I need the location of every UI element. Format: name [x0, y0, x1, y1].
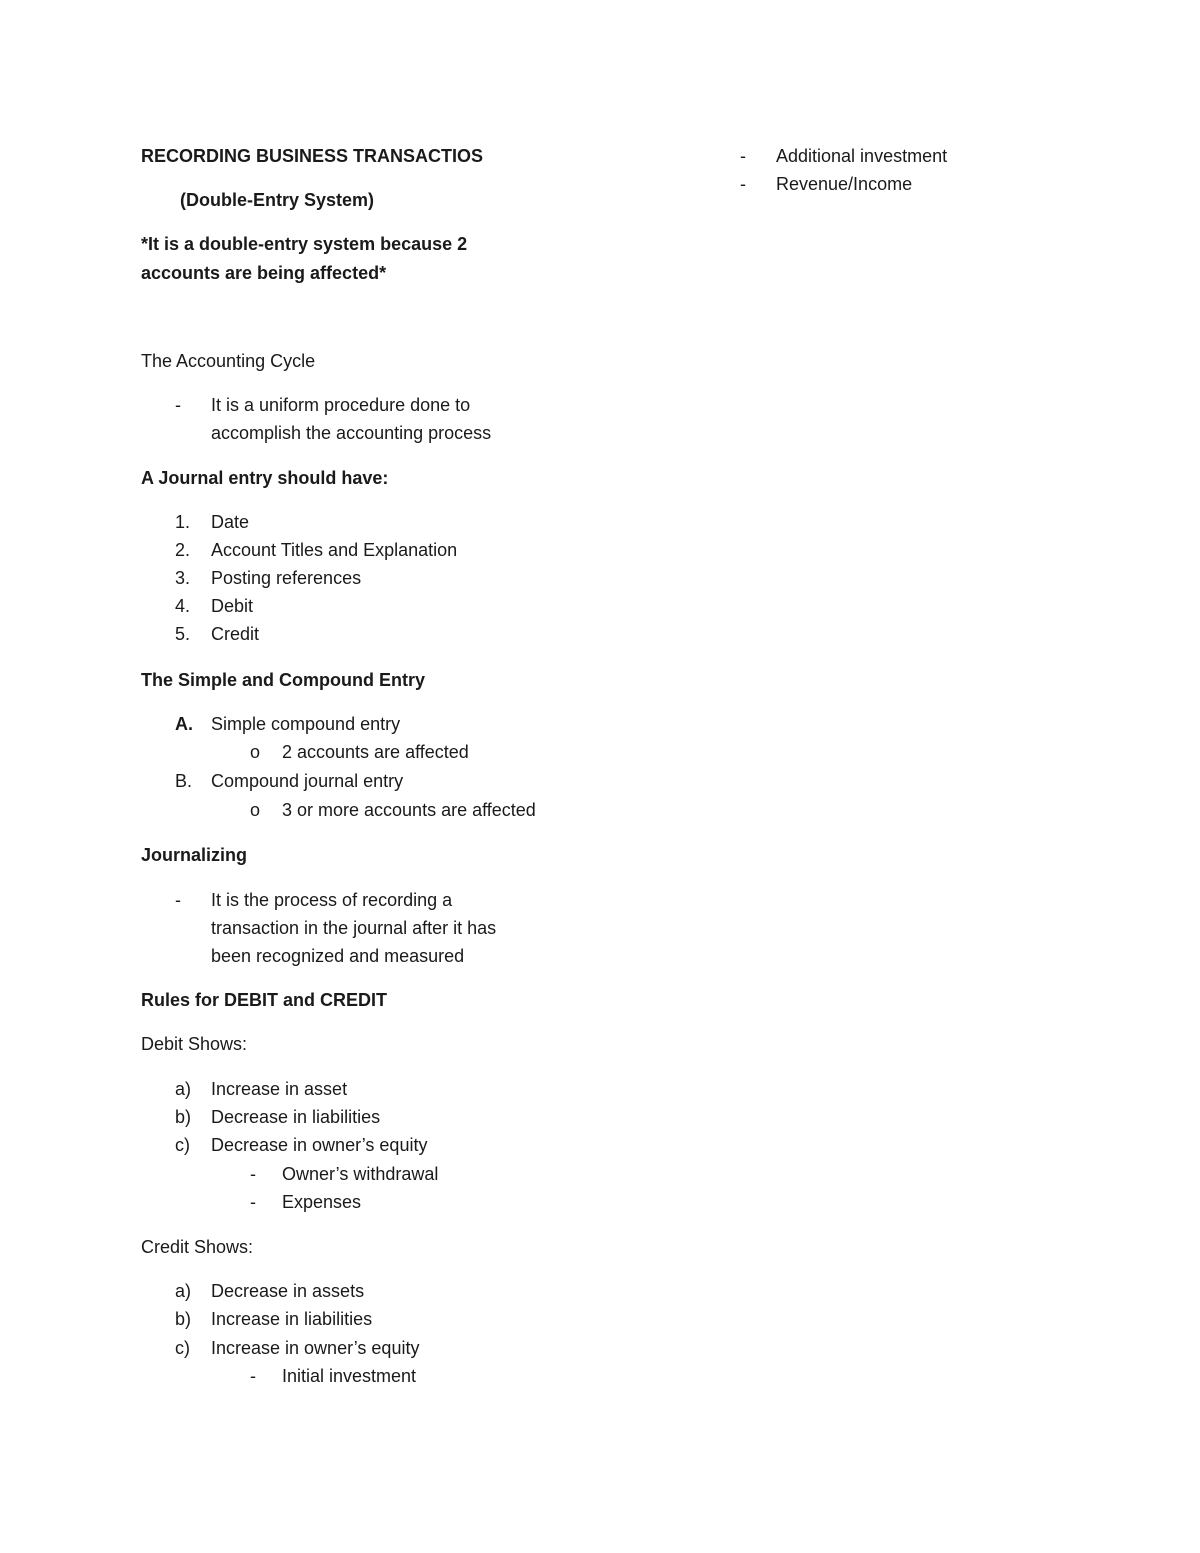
- journal-item-text: Debit: [211, 596, 254, 616]
- simple-compound-heading: The Simple and Compound Entry: [141, 670, 426, 690]
- debit-item-text: Increase in asset: [211, 1079, 348, 1099]
- accounting-cycle-text-2: accomplish the accounting process: [211, 423, 492, 443]
- credit-sub-item-text: Initial investment: [282, 1366, 417, 1386]
- accounting-cycle-bullet: -: [175, 395, 181, 415]
- document-subtitle: (Double-Entry System): [180, 190, 375, 210]
- compound-entry-sub-text: 3 or more accounts are affected: [282, 800, 536, 820]
- journalizing-bullet: -: [175, 890, 181, 910]
- credit-item-marker: c): [175, 1338, 190, 1358]
- journal-item-marker: 1.: [175, 512, 191, 532]
- simple-entry-sub-marker: o: [250, 742, 261, 762]
- right-item-text: Revenue/Income: [776, 174, 913, 194]
- journal-item-text: Date: [211, 512, 250, 532]
- journalizing-text-1: It is the process of recording a: [211, 890, 453, 910]
- journal-item-text: Account Titles and Explanation: [211, 540, 458, 560]
- journalizing-text-2: transaction in the journal after it has: [211, 918, 497, 938]
- journal-item-text: Credit: [211, 624, 260, 644]
- compound-entry-text: Compound journal entry: [211, 771, 404, 791]
- credit-item-text: Increase in liabilities: [211, 1309, 373, 1329]
- rules-heading: Rules for DEBIT and CREDIT: [141, 990, 388, 1010]
- note-line-2: accounts are being affected*: [141, 263, 387, 283]
- credit-item-marker: b): [175, 1309, 192, 1329]
- journalizing-heading: Journalizing: [141, 845, 248, 865]
- journal-item-marker: 2.: [175, 540, 191, 560]
- debit-item-text: Decrease in owner’s equity: [211, 1135, 428, 1155]
- simple-entry-marker: A.: [175, 714, 193, 734]
- document-title: RECORDING BUSINESS TRANSACTIOS: [141, 146, 484, 166]
- simple-entry-sub-text: 2 accounts are affected: [282, 742, 469, 762]
- credit-sub-item-marker: -: [250, 1366, 256, 1386]
- debit-sub-item-marker: -: [250, 1164, 256, 1184]
- accounting-cycle-heading: The Accounting Cycle: [141, 351, 316, 371]
- journalizing-text-3: been recognized and measured: [211, 946, 465, 966]
- journal-entry-heading: A Journal entry should have:: [141, 468, 389, 488]
- right-item-text: Additional investment: [776, 146, 948, 166]
- compound-entry-sub-marker: o: [250, 800, 261, 820]
- debit-heading: Debit Shows:: [141, 1034, 248, 1054]
- credit-item-marker: a): [175, 1281, 192, 1301]
- debit-item-marker: b): [175, 1107, 192, 1127]
- credit-heading: Credit Shows:: [141, 1237, 254, 1257]
- debit-sub-item-text: Expenses: [282, 1192, 362, 1212]
- accounting-cycle-text-1: It is a uniform procedure done to: [211, 395, 471, 415]
- debit-item-text: Decrease in liabilities: [211, 1107, 381, 1127]
- credit-item-text: Decrease in assets: [211, 1281, 365, 1301]
- debit-sub-item-text: Owner’s withdrawal: [282, 1164, 439, 1184]
- compound-entry-marker: B.: [175, 771, 193, 791]
- journal-item-marker: 3.: [175, 568, 191, 588]
- credit-item-text: Increase in owner’s equity: [211, 1338, 420, 1358]
- journal-item-marker: 4.: [175, 596, 191, 616]
- right-item-marker: -: [740, 174, 746, 194]
- journal-item-marker: 5.: [175, 624, 191, 644]
- simple-entry-text: Simple compound entry: [211, 714, 401, 734]
- debit-sub-item-marker: -: [250, 1192, 256, 1212]
- journal-item-text: Posting references: [211, 568, 362, 588]
- debit-item-marker: a): [175, 1079, 192, 1099]
- note-line-1: *It is a double-entry system because 2: [141, 234, 468, 254]
- debit-item-marker: c): [175, 1135, 190, 1155]
- right-item-marker: -: [740, 146, 746, 166]
